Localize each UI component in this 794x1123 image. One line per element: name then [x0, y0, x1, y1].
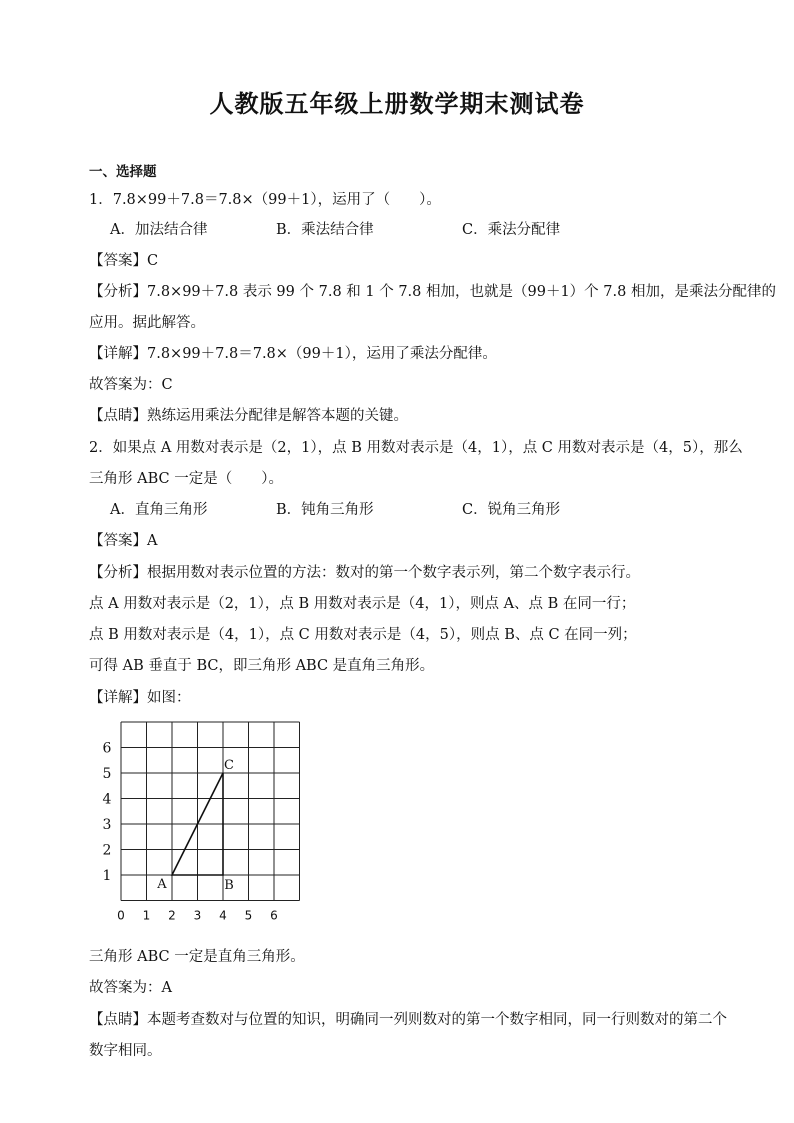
q2-option-a: A．直角三角形 — [110, 502, 208, 518]
section-heading: 一、选择题 — [89, 164, 157, 180]
q2-stem-line1: 2．如果点 A 用数对表示是（2，1），点 B 用数对表示是（4，1），点 C 用数对表示是（4，5），那么 — [89, 440, 743, 456]
x-tick-label: 3 — [193, 908, 202, 923]
q1-option-a: A．加法结合律 — [110, 222, 208, 238]
x-tick-label: 1 — [142, 908, 151, 923]
q1-comment: 【点睛】熟练运用乘法分配律是解答本题的关键。 — [89, 408, 408, 424]
q2-after-figure: 三角形 ABC 一定是直角三角形。 — [89, 949, 305, 965]
page-title: 人教版五年级上册数学期末测试卷 — [209, 90, 585, 118]
x-tick-label: 4 — [219, 908, 227, 923]
q2-comment-line1: 【点睛】本题考查数对与位置的知识，明确同一列则数对的第一个数字相同，同一行则数对的第二个 — [89, 1012, 727, 1028]
x-tick-label: 5 — [244, 908, 253, 923]
q1-analysis-line1: 【分析】7.8×99＋7.8 表示 99 个 7.8 和 1 个 7.8 相加，也就是（99＋1）个 7.8 相加，是乘法分配律的 — [89, 284, 776, 300]
q1-analysis-line2: 应用。据此解答。 — [89, 315, 205, 331]
q1-detail: 【详解】7.8×99＋7.8＝7.8×（99＋1），运用了乘法分配律。 — [89, 346, 497, 362]
q2-detail: 【详解】如图： — [89, 690, 191, 706]
q2-comment-line2: 数字相同。 — [89, 1043, 162, 1059]
y-tick-label: 5 — [102, 766, 112, 782]
q2-option-c: C．锐角三角形 — [462, 502, 561, 518]
q2-analysis-line4: 可得 AB 垂直于 BC，即三角形 ABC 是直角三角形。 — [89, 658, 435, 674]
q2-analysis-line3: 点 B 用数对表示是（4，1），点 C 用数对表示是（4，5），则点 B、点 C 在同一列； — [89, 627, 637, 643]
q1-stem: 1．7.8×99＋7.8＝7.8×（99＋1），运用了（ ）。 — [89, 192, 441, 208]
x-tick-label: 6 — [270, 908, 278, 923]
point-label-c: C — [224, 758, 234, 773]
coordinate-grid-figure — [95, 716, 305, 936]
q1-option-c: C．乘法分配律 — [462, 222, 561, 238]
y-tick-label: 6 — [102, 740, 112, 757]
y-tick-label: 1 — [102, 868, 112, 884]
q2-answer: 【答案】A — [89, 533, 158, 549]
q2-conclusion: 故答案为：A — [89, 980, 172, 996]
point-label-a: A — [157, 877, 167, 892]
y-tick-label: 4 — [102, 791, 112, 808]
y-tick-label: 3 — [102, 817, 112, 833]
x-tick-label: 0 — [117, 908, 125, 923]
y-tick-label: 2 — [102, 842, 112, 859]
q1-conclusion: 故答案为：C — [89, 377, 173, 393]
q1-option-b: B．乘法结合律 — [276, 222, 374, 238]
q1-answer: 【答案】C — [89, 253, 159, 269]
x-tick-label: 2 — [168, 908, 176, 923]
grid-svg — [95, 716, 305, 936]
q2-stem-line2: 三角形 ABC 一定是（ ）。 — [89, 471, 283, 487]
q2-analysis-line2: 点 A 用数对表示是（2，1），点 B 用数对表示是（4，1），则点 A、点 B 在同一行； — [89, 596, 636, 612]
point-label-b: B — [224, 878, 234, 893]
q2-option-b: B．钝角三角形 — [276, 502, 374, 518]
q2-analysis-line1: 【分析】根据用数对表示位置的方法：数对的第一个数字表示列，第二个数字表示行。 — [89, 565, 640, 581]
